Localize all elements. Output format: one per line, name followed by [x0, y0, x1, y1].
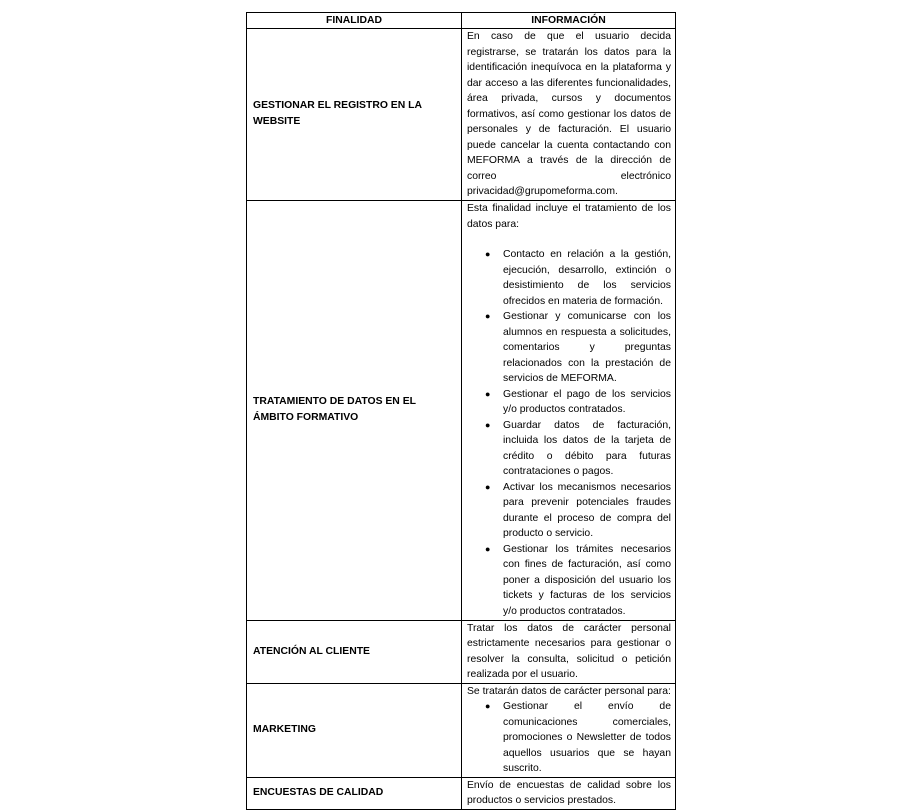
table-row [247, 683, 676, 777]
list-item-text: Gestionar el envío de comunicaciones comerciales, promociones o Newsletter de todos aquellos usuarios que se hayan suscrito. [503, 701, 671, 774]
table-header-row [247, 13, 676, 29]
purpose-cell: ATENCIÓN AL CLIENTE [247, 620, 462, 683]
list-item-text: Gestionar los trámites necesarios con fines de facturación, así como poner a disposición del usuario los tickets y facturas de los servicios y/o productos contratados. [503, 543, 671, 617]
information-cell [462, 683, 676, 777]
information-text: Esta finalidad incluye el tratamiento de los datos para: [467, 203, 671, 230]
list-item [485, 387, 671, 418]
list-item [485, 309, 671, 387]
header-information: INFORMACIÓN [462, 13, 676, 29]
bullet-icon: ● [485, 249, 491, 259]
list-item-text: Activar los mecanismos necesarios para prevenir potenciales fraudes durante el proceso de compra del producto o servicio. [503, 481, 671, 539]
bullet-icon: ● [485, 543, 491, 554]
bullet-icon: ● [485, 419, 491, 430]
list-item-text: Gestionar y comunicarse con los alumnos en respuesta a solicitudes, comentarios y preguntas relacionados con la prestación de servicios de MEFORMA. [503, 311, 671, 384]
table-row [247, 777, 676, 809]
information-cell [462, 29, 676, 201]
purpose-cell: MARKETING [247, 683, 462, 777]
bullet-list [467, 247, 671, 619]
list-item [485, 480, 671, 542]
list-item-text: Gestionar el pago de los servicios y/o productos contratados. [503, 388, 671, 415]
header-purpose: FINALIDAD [247, 13, 462, 29]
purpose-cell: ENCUESTAS DE CALIDAD [247, 777, 462, 809]
information-text: En caso de que el usuario decida registrarse, se tratarán los datos para la identificación inequívoca en la plataforma y dar acceso a las diferentes funcionalidades, área privada, cursos y documentos formativos, así como gestionar los datos de personales y de facturación. El usuario puede cancelar la cuenta contactando con MEFORMA a través de la dirección de correo electrónico privacidad@grupomeforma.com. [467, 31, 671, 197]
bullet-icon: ● [485, 481, 491, 492]
table-row [247, 200, 676, 620]
information-cell [462, 200, 676, 620]
purpose-information-table [246, 12, 676, 810]
list-item [485, 542, 671, 620]
purpose-cell: GESTIONAR EL REGISTRO EN LA WEBSITE [247, 29, 462, 201]
information-text: Envío de encuestas de calidad sobre los productos o servicios prestados. [467, 779, 671, 806]
information-text: Tratar los datos de carácter personal estrictamente necesarios para gestionar o resolver la consulta, solicitud o petición realizada por el usuario. [467, 622, 671, 680]
table-row [247, 29, 676, 201]
list-item [485, 699, 671, 777]
bullet-icon: ● [485, 701, 491, 711]
bullet-icon: ● [485, 388, 491, 399]
bullet-icon: ● [485, 311, 491, 321]
bullet-list [467, 699, 671, 777]
list-item [485, 418, 671, 480]
list-item [485, 247, 671, 309]
information-cell [462, 620, 676, 683]
information-cell [462, 777, 676, 809]
list-item-text: Contacto en relación a la gestión, ejecución, desarrollo, extinción o desistimiento de los servicios ofrecidos en materia de formación. [503, 249, 671, 307]
purpose-cell: TRATAMIENTO DE DATOS EN EL ÁMBITO FORMATIVO [247, 200, 462, 620]
table-row [247, 620, 676, 683]
list-item-text: Guardar datos de facturación, incluida los datos de la tarjeta de crédito o débito para futuras contrataciones o pagos. [503, 419, 671, 477]
information-text: Se tratarán datos de carácter personal para: [467, 685, 671, 697]
